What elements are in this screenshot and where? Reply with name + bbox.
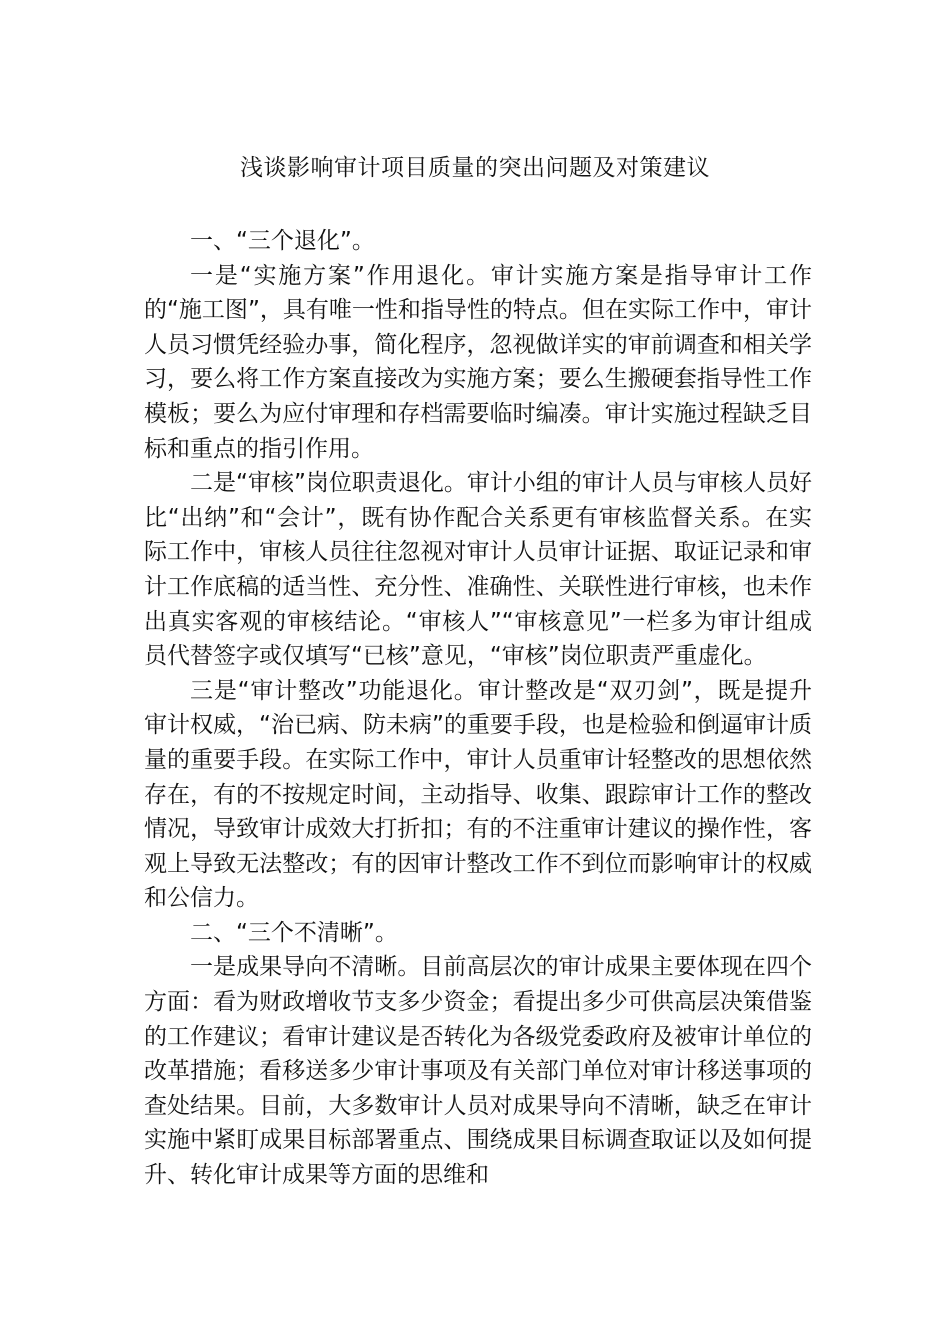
paragraph-audit-rectification: 三是“审计整改”功能退化。审计整改是“双刃剑”，既是提升审计权威，“治已病、防未病”的重要手段，也是检验和倒逼审计质量的重要手段。在实际工作中，审计人员重审计轻整改的思想依然存在，有的不按规定时间，主动指导、收集、跟踪审计工作的整改情况，导致审计成效大打折扣；有的不注重审计建议的操作性，客观上导致无法整改；有的因审计整改工作不到位而影响审计的权威和公信力。: [144, 677, 812, 912]
heading-three-regressions: 一、“三个退化”。: [190, 228, 375, 254]
paragraph-result-orientation: 一是成果导向不清晰。目前高层次的审计成果主要体现在四个方面：看为财政增收节支多少资金；看提出多少可供高层决策借鉴的工作建议；看审计建议是否转化为各级党委政府及被审计单位的改革措施；看移送多少审计事项及有关部门单位对审计移送事项的查处结果。目前，大多数审计人员对成果导向不清晰，缺乏在审计实施中紧盯成果目标部署重点、围绕成果目标调查取证以及如何提升、转化审计成果等方面的思维和: [144, 954, 812, 1189]
document-title: 浅谈影响审计项目质量的突出问题及对策建议: [240, 155, 710, 181]
paragraph-review-duty: 二是“审核”岗位职责退化。审计小组的审计人员与审核人员好比“出纳”和“会计”，既有协作配合关系更有审核监督关系。在实际工作中，审核人员往往忽视对审计人员审计证据、取证记录和审计工作底稿的适当性、充分性、准确性、关联性进行审核，也未作出真实客观的审核结论。“审核人”“审核意见”一栏多为审计组成员代替签字或仅填写“已核”意见，“审核”岗位职责严重虚化。: [144, 470, 812, 670]
document-body: [144, 224, 812, 1193]
paragraph-implementation-plan: 一是“实施方案”作用退化。审计实施方案是指导审计工作的“施工图”，具有唯一性和指导性的特点。但在实际工作中，审计人员习惯凭经验办事，简化程序，忽视做详实的审前调查和相关学习，要么将工作方案直接改为实施方案；要么生搬硬套指导性工作模板；要么为应付审理和存档需要临时编凑。审计实施过程缺乏目标和重点的指引作用。: [144, 262, 812, 462]
heading-three-unclear: 二、“三个不清晰”。: [190, 919, 398, 946]
